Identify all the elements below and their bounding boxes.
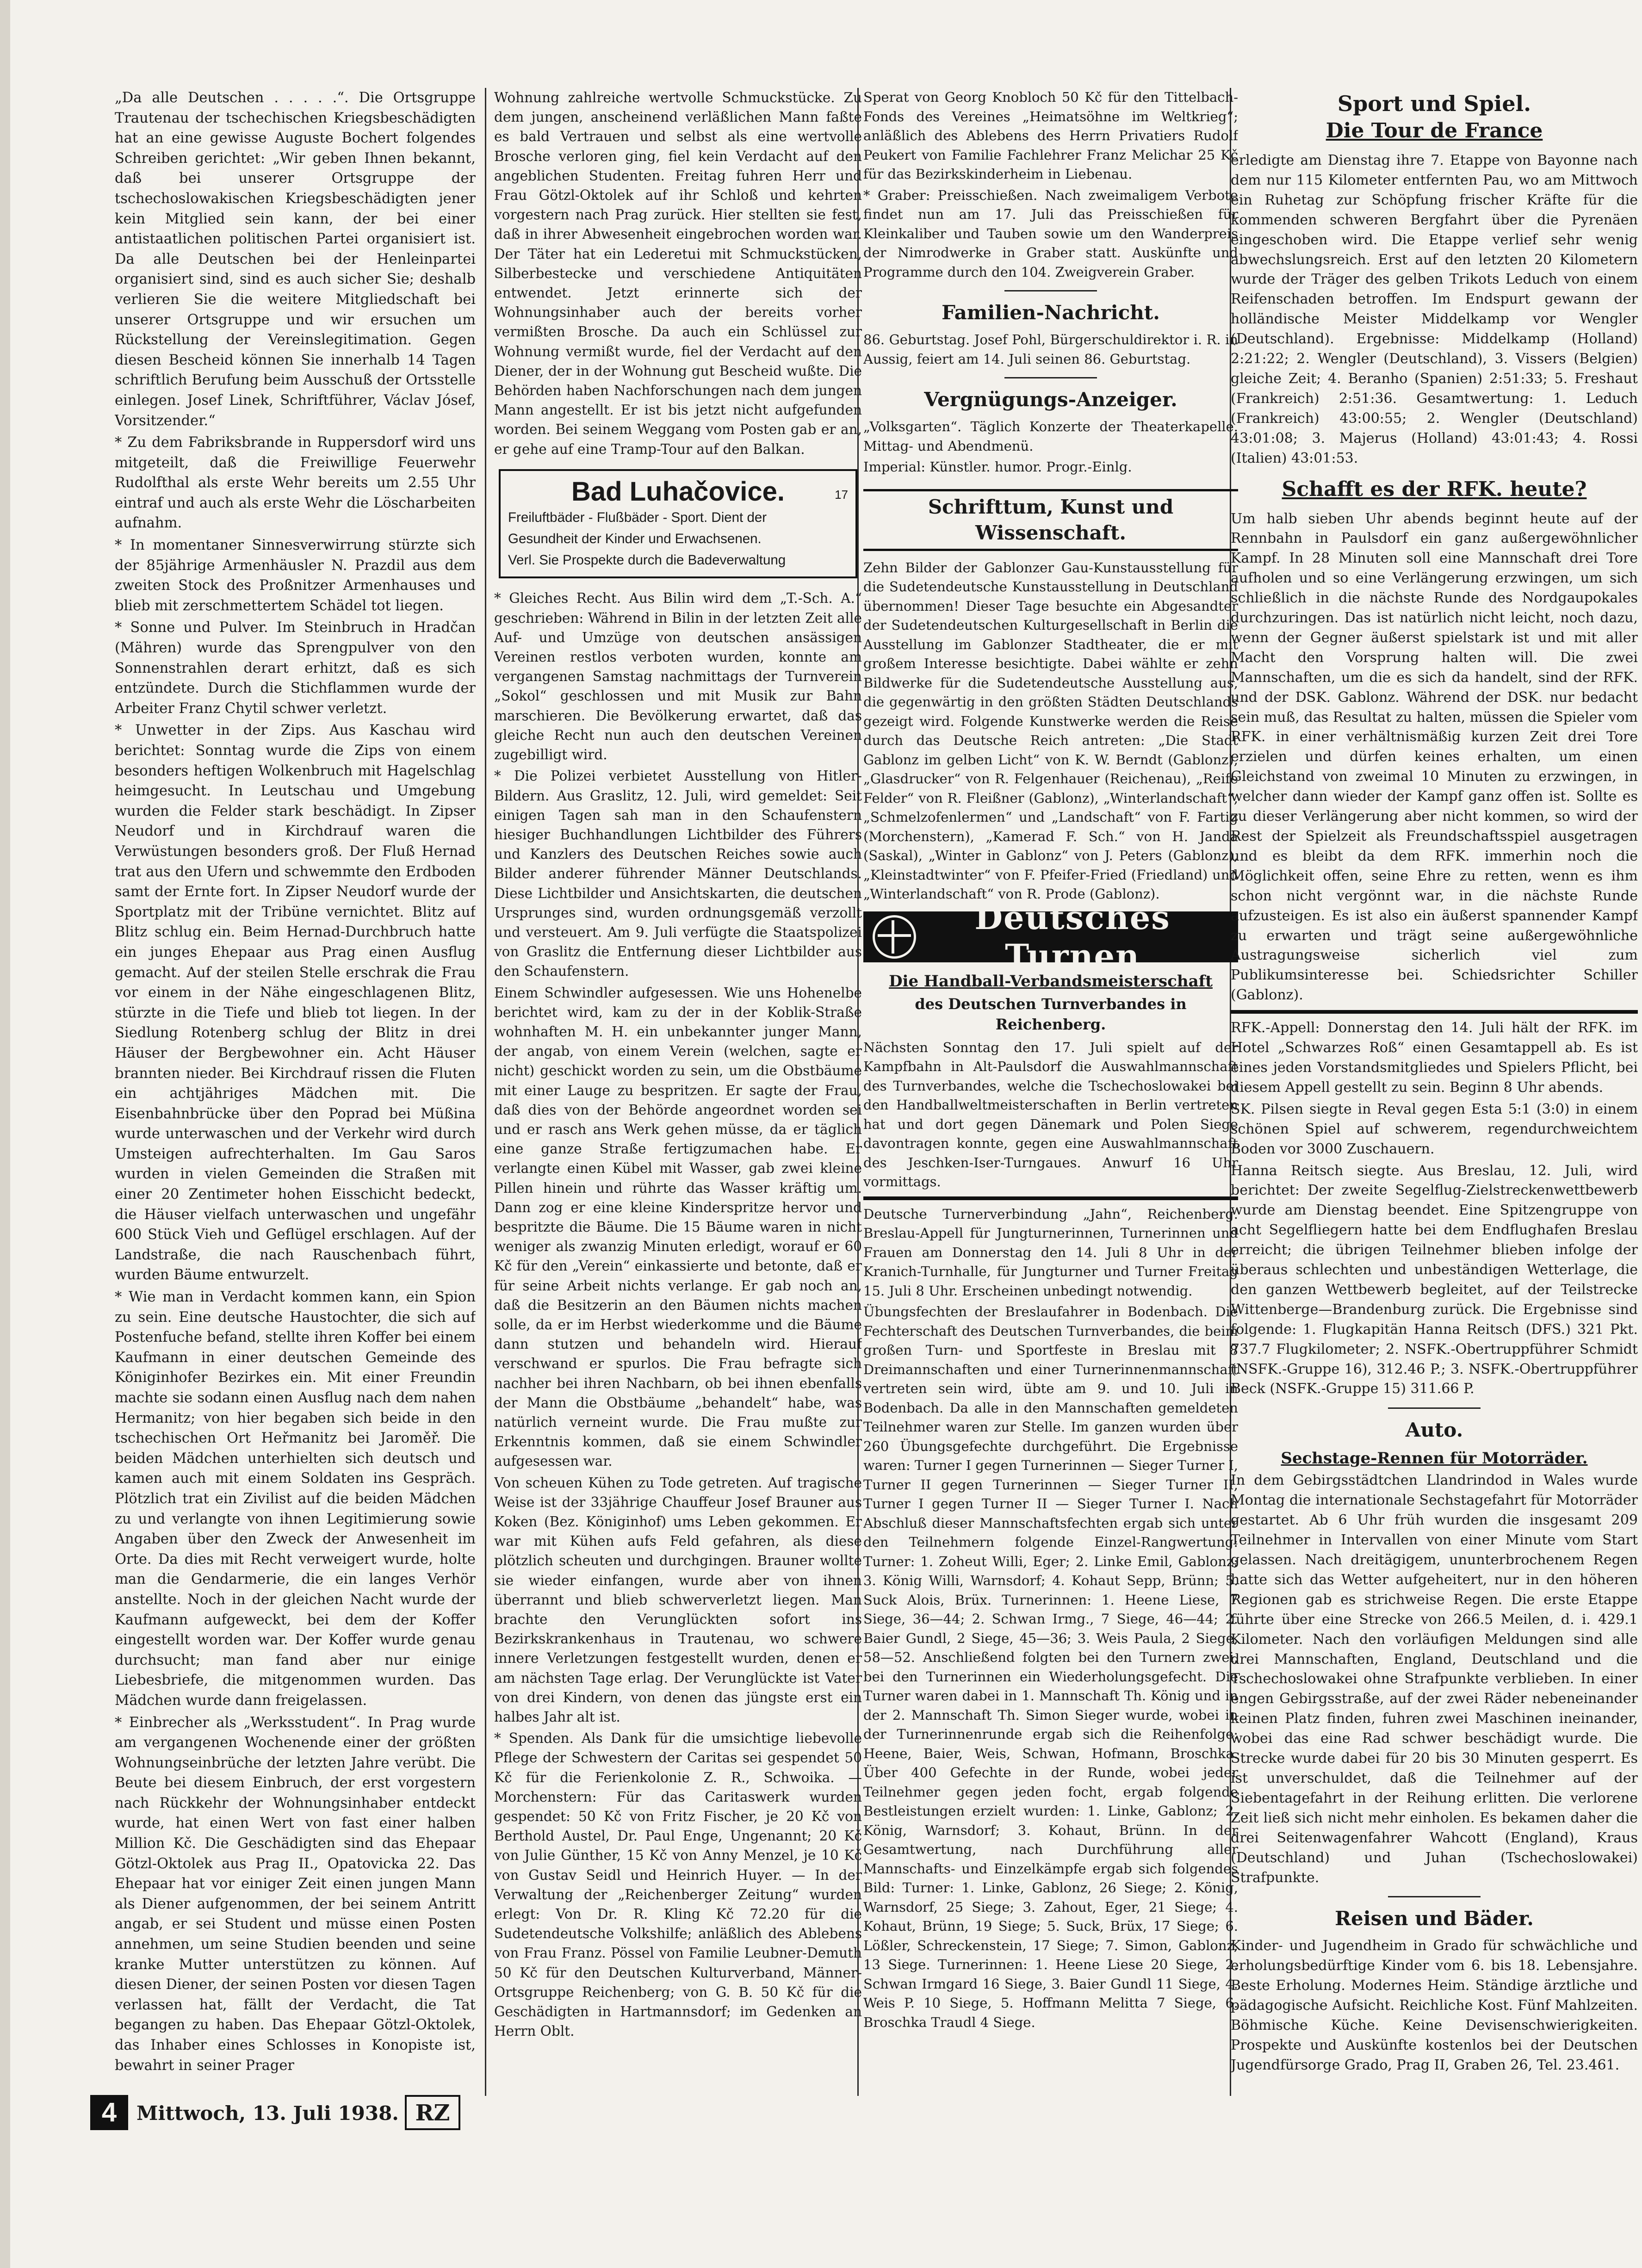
article-schwindler: Einem Schwindler aufgesessen. Wie uns Hohenelbe berichtet wird, kam zu der in der Koblik-Straße wohnhaften M. H. ein unbekannter junger Mann, der angab, von einem Verein (welchen, sagte er nicht) geschickt worden zu sein, um die Obstbäume mit einer Lauge zu bespritzen. Er sagte der Frau, daß dies von der Behörde angeordnet worden sei und er rasch ans Werk gehen müsse, da er täglich eine ganze Straße fertigzumachen habe. Er verlangte einen Kübel mit Wasser, gab zwei kleine Pillen hinein und rührte das Wasser kräftig um. Dann zog er eine kleine Kinderspritze hervor und bespritzte die Bäume. Die 15 Bäume waren in nicht weniger als zwanzig Minuten erledigt, worauf er 60 Kč für den „Verein“ einkassierte und betonte, daß er für seine Arbeit nichts verlange. Er gab noch an, daß die Besitzerin an den Bäumen nichts machen solle, da er im Herbst wiederkomme und die Bäume dann stutzen und behandeln wird. Hierauf verschwand er spurlos. Die Frau befragte sich nachher bei ihren Nachbarn, ob bei ihnen ebenfalls der Mann die Obstbäume „behandelt“ habe, was natürlich verneint wurde. Die Frau mußte zur Erkenntnis kommen, daß sie einem Schwindler aufgesessen war. — [494, 985, 862, 1469]
section-divider — [1388, 1407, 1481, 1409]
article-unwetter-zips: * Unwetter in der Zips. Aus Kaschau wird berichtet: Sonntag wurde die Zips von einem besonders heftigen Wolkenbruch mit Hagelschlag heimgesucht. In Leutschau und Umgebung wurden die Felder stark beschädigt. In Zipser Neudorf und in Kirchdrauf waren die Verwüstungen besonders groß. Der Fluß Hernad trat aus den Ufern und schwemmte den Erdboden samt der Ernte fort. In Zipser Neudorf wurde der Sportplatz mit der Tribüne vernichtet. Blitz auf Blitz schlug ein. Beim Hernad-Durchbruch hatte ein junges Ehepaar aus Prag einen Ausflug gemacht. Auf der steilen Stelle erschrak die Frau vor einem in der Nähe eingeschlagenen Blitz, stürzte in die Tiefe und blieb tot liegen. In der Siedlung Rotenberg schlug der Blitz in drei Häuser der Bergbewohner ein. Acht Häuser brannten nieder. Bei Kirchdrauf rissen die Fluten ein achtjähriges Mädchen mit. Die Eisenbahnbrücke über den Poprad bei Müßina wurde unterwaschen und der Verkehr wird durch Umsteigen aufrechterhalten. Im Gau Saros wurden in vielen Gemeinden die Straßen mit einer 20 Zentimeter hohen Eisschicht bedeckt, die Häuser vielfach unterwaschen und ungefähr 600 Stück Vieh und Geflügel erschlagen. Auf der Landstraße, die nach Rauschenbach führt, wurden Bäume entwurzelt. — [115, 722, 476, 1283]
article-preisschiessen: * Graber: Preisschießen. Nach zweimaligem Verbote findet nun am 17. Juli das Preisschießen für Kleinkaliber und Tauben sowie um den Wanderpreis der Nimrodwerke in Graber statt. Auskünfte und Programme durch den 104. Zweigverein Graber. — [863, 187, 1238, 280]
article-spenden: * Spenden. Als Dank für die umsichtige liebevolle Pflege der Schwestern der Caritas sei gespendet 50 Kč für die Ferienkolonie Z. R., Schwoika. — Morchenstern: Für das Caritaswerk wurden gespendet: 50 Kč von Fritz Fischer, je 20 Kč von Berthold Austel, Dr. Paul Enge, Ungenannt; 20 Kč von Julie Günther, 15 Kč von Anny Menzel, je 10 Kč von Gustav Seidl und Heinrich Huyer. — In der Verwaltung der „Reichenberger Zeitung“ wurden erlegt: Von Dr. R. Kling Kč 72.20 für die Sudetendeutsche Volkshilfe; anläßlich des Ablebens von Frau Franz. Pössel von Familie Leubner-Demuth 50 Kč für den Deutschen Kulturverband, Männer-Ortsgruppe Reichenberg; von G. B. 50 Kč für die Geschädigten in Hartmannsdorf; im Gedenken an Herrn Oblt. — [494, 1730, 862, 2039]
article-tour-de-france: erledigte am Dienstag ihre 7. Etappe von Bayonne nach dem nur 115 Kilometer entfernten Pau, wo am Mittwoch ein Ruhetag zur Schöpfung frischer Kräfte für die kommenden schweren Bergfahrt über die Pyrenäen eingeschoben wird. Die Etappe verlief sehr wenig abwechslungsreich. Erst auf den letzten 20 Kilometern wurde der Träger des gelben Trikots Leduch von einem Reifenschaden betroffen. Im Endspurt gewann der holländische Meister Middelkamp vor Wengler (Deutschland). Ergebnisse: Middelkamp (Holland) 2:21:22; 2. Wengler (Deutschland), 3. Vissers (Belgien) gleiche Zeit; 4. Beranho (Spanien) 2:51:33; 5. Freshaut (Frankreich) 2:51:36. Gesamtwertung: 1. Leduch (Frankreich) 43:00:55; 2. Wengler (Deutschland) 43:01:08; 3. Majerus (Holland) 43:01:43; 4. Rossi (Italien) 43:01:53. — [1231, 152, 1638, 466]
article-kunstausstellung: Zehn Bilder der Gablonzer Gau-Kunstausstellung für die Sudetendeutsche Kunstausstellung in Deutschland übernommen! Dieser Tage besuchte ein Abgesandter der Sudetendeutschen Kulturgesellschaft in Berlin die Ausstellung im Gablonzer Stadtheater, die er mit großem Interesse besichtigte. Dabei wählte er zehn Bildwerke für die Sudetendeutsche Ausstellung aus, die gegenwärtig in den größten Städten Deutschlands gezeigt wird. Folgende Kunstwerke werden die Reise durch das Deutsche Reich antreten: „Die Stadt Gablonz im gelben Licht“ von K. W. Berndt (Gablonz), „Glasdrucker“ von R. Felgenhauer (Reichenau), „Reife Felder“ von R. Fleißner (Gablonz), „Winterlandschaft“, „Schmelzofenlermen“ und „Landschaft“ von F. Fartig (Morchenstern), „Kamerad F. Sch.“ von H. Janda (Saskal), „Winter in Gablonz“ von J. Peters (Gablonz), „Kleinstadtwinter“ von F. Pfeifer-Fried (Friedland) und „Winterlandschaft“ von R. Prode (Gablonz). — [863, 559, 1238, 902]
banner-title: Deutsches Turnen — [974, 898, 1171, 975]
heading-rfk: Schafft es der RFK. heute? — [1282, 477, 1587, 501]
subheading-handball: des Deutschen Turnverbandes in Reichenberg. — [915, 995, 1187, 1033]
article-grado: Kinder- und Jugendheim in Grado für schwächliche und erholungsbedürftige Kinder vom 6. bis 18. Lebensjahre. Beste Erholung. Modernes Heim. Ständige ärztliche und pädagogische Aufsicht. Reichliche Kost. Fünf Mahlzeiten. Böhmische Küche. Keine Devisenschwierigkeiten. Prospekte und Auskünfte kostenlos bei der Deutschen Jugendfürsorge Grado, Prag II, Graben 26, Tel. 23.461. — [1231, 1938, 1638, 2073]
column-4 — [1231, 88, 1638, 2091]
article-hanna-reitsch: Hanna Reitsch siegte. Aus Breslau, 12. Juli, wird berichtet: Der zweite Segelflug-Zielstreckenwettbewerb wurde am Dienstag beendet. Eine Spitzengruppe von acht Segelfliegern hatte bei dem Endflughafen Breslau erreicht; die übrigen Teilnehmer blieben infolge der überaus schlechten und unbeständigen Wetterlage, die den ganzen Wettbewerb begleitet, auf der Teilstrecke Wittenberge—Brandenburg zurück. Die Ergebnisse sind folgende: 1. Flugkapitän Hanna Reitsch (DFS.) 321 Pkt. 737.7 Flugkilometer; 2. NSFK.-Obertruppführer Schmidt (NSFK.-Gruppe 16), 312.46 P.; 3. NSFK.-Obertruppführer Beck (NSFK.-Gruppe 15) 311.66 P. — [1231, 1162, 1638, 1397]
article-rfk-appell: RFK.-Appell: Donnerstag den 14. Juli hält der RFK. im Hotel „Schwarzes Roß“ einen Gesamtappell ab. Es ist eines jeden Vorstandsmitgliedes und Spielers Pflicht, bei diesem Appell gestellt zu sein. Beginn 8 Uhr abends. — [1231, 1020, 1638, 1096]
page-footer — [90, 2095, 497, 2132]
section-heading-entertainment: Vergnügungs-Anzeiger. — [924, 388, 1177, 411]
article-rfk: Um halb sieben Uhr abends beginnt heute auf der Rennbahn in Paulsdorf ein ganz außergewöhnlicher Kampf. In 28 Minuten soll eine Mannschaft drei Tore aufholen und so eine Verlängerung erzwingen, um sich schließlich in die nächste Runde des Nordgaupokales durchzuringen. Das ist natürlich nicht leicht, noch dazu, wenn der Gegner äußerst spielstark ist und mit aller Macht den Vorsprung halten will. Die zwei Mannschaften, um die es sich da handelt, sind der RFK. und der DSK. Gablonz. Während der DSK. nur bedacht sein muß, das Resultat zu halten, müssen die Spieler vom RFK. in einer verhältnismäßig kurzen Zeit drei Tore erzielen und dürfen keines erhalten, um einen Gleichstand von zweimal 10 Minuten zu erzwingen, in welcher dann wieder der Kampf ganz offen ist. Sollte es zu dieser Verlängerung aber nicht kommen, so wird der Rest der Spielzeit als Freundschaftsspiel ausgetragen und es bleibt da dem RFK. immerhin noch die Möglichkeit offen, seine Ehre zu retten, wenn es ihm schon nicht vergönnt war, in die nächste Runde aufzusteigen. Es ist also ein äußerst spannender Kampf zu erwarten und trägt seine außergewöhnliche Austragungsweise sicherlich viel zum Publikumsinteresse bei. Schiedsrichter Schiller (Gablonz). — [1231, 510, 1638, 1004]
article-fabriksbrand: * Zu dem Fabriksbrande in Ruppersdorf wird uns mitgeteilt, daß die Freiwillige Feuerwehr Rudolfthal als erste Wehr bereits um 2.55 Uhr eintraf und auch als erste Wehr die Löscharbeiten aufnahm. — [115, 434, 476, 532]
turner-cross-icon — [873, 915, 916, 959]
section-divider — [1388, 1896, 1481, 1897]
ad-line: Gesundheit der Kinder und Erwachsenen. — [508, 531, 762, 547]
ad-title: Bad Luhačovice. 17 — [508, 476, 848, 508]
article-turnerverbindung: Deutsche Turnerverbindung „Jahn“, Reichenberg. Breslau-Appell für Jungturnerinnen, Turnerinnen und Frauen am Donnerstag den 14. Juli 8 Uhr in der Kranich-Turnhalle, für Jungturner und Turner Freitag 15. Juli 8 Uhr. Erscheinen unbedingt notwendig. — [863, 1206, 1238, 1299]
advertisement-bad-luhacovice — [499, 469, 857, 579]
heading-sechstage-rennen: Sechstage-Rennen für Motorräder. — [1281, 1449, 1588, 1468]
heading-handball: Die Handball-Verbandsmeisterschaft — [889, 972, 1213, 991]
section-heading-family: Familien-Nachricht. — [942, 301, 1160, 324]
listing-volksgarten: „Volksgarten“. Täglich Konzerte der Theaterkapelle. Mittag- und Abendmenü. — [863, 419, 1238, 454]
heading-tour-de-france: Die Tour de France — [1326, 119, 1543, 143]
section-divider-thick — [1231, 1010, 1638, 1014]
listing-imperial: Imperial: Künstler. humor. Progr.-Einlg. — [863, 459, 1132, 475]
ad-line: Verl. Sie Prospekte durch die Badeverwaltung — [508, 552, 786, 568]
section-divider — [1004, 377, 1097, 378]
article-spenden-cont: Sperat von Georg Knobloch 50 Kč für den Tittelbach-Fonds des Vereines „Heimatsöhne im Weltkrieg“; anläßlich des Ablebens des Herrn Privatiers Rudolf Peukert von Familie Fachlehrer Franz Melichar 25 Kč für das Bezirkskinderheim in Liebenau. — [863, 89, 1238, 182]
column-3 — [863, 88, 1238, 2091]
section-divider — [1004, 290, 1097, 291]
ad-number: 17 — [835, 487, 848, 502]
issue-date: Mittwoch, 13. Juli 1938. — [136, 2102, 399, 2125]
article-einbrecher: * Einbrecher als „Werksstudent“. In Prag wurde am vergangenen Wochenende einer der größten Wohnungseinbrüche der letzten Jahre verübt. Die Beute bei diesem Einbruch, der erst vorgestern nach Rückkehr der Wohnungsinhaber entdeckt wurde, hat einen Wert von fast einer halben Million Kč. Die Geschädigten sind das Ehepaar Götzl-Oktolek aus Prag II., Opatovicka 22. Das Ehepaar hat vor einiger Zeit einen jungen Mann als Diener aufgenommen, der bei seinem Antritt angab, er sei Student und müsse einen Posten annehmen, um seine Studien beenden und seine kranke Mutter unterstützen zu können. Auf diesen Diener, der seinen Posten vor diesen Tagen verlassen hat, fällt der Verdacht, die Tat begangen zu haben. Das Ehepaar Götzl-Oktolek, das Inhaber eines Schlosses in Konopiste ist, bewahrt in seiner Prager — [115, 1714, 476, 2074]
ad-line: Freiluftbäder - Flußbäder - Sport. Dient der — [508, 509, 767, 525]
section-heading-box — [863, 489, 1238, 551]
article-kuehe: Von scheuen Kühen zu Tode getreten. Auf tragische Weise ist der 33jährige Chauffeur Josef Brauner aus Koken (Bez. Königinhof) ums Leben gekommen. Er war mit Kühen aufs Feld gefahren, als diese plötzlich scheuten und durchgingen. Brauner wollte sie wieder einfangen, wurde aber von ihnen überrannt und blieb schwerverletzt liegen. Man brachte den Verunglückten sofort ins Bezirkskrankenhaus in Trautenau, wo schwere innere Verletzungen festgestellt wurden, denen er am nächsten Tage erlag. Der Verunglückte ist Vater von drei Kindern, von denen das jüngste erst ein halbes Jahr alt ist. — [494, 1475, 862, 1725]
column-rule-1 — [485, 88, 486, 2096]
article-hitler-bilder: * Die Polizei verbietet Ausstellung von Hitler-Bildern. Aus Graslitz, 12. Juli, wird gemeldet: Seit einigen Tagen sah man in den Schaufenstern hiesiger Buchhandlungen Lichtbilder des Führers und Kanzlers des Deutschen Reiches sowie auch Bilder anderer führender Männer Deutschlands. Diese Lichtbilder und Ansichtskarten, die deutschen Ursprunges sind, wurden ordnungsgemäß verzollt und versteuert. Am 9. Juli verfügte die Staatspolizei von Graslitz die Entfernung dieser Lichtbilder aus den Schaufenstern. — [494, 768, 862, 979]
article-einbrecher-cont: Wohnung zahlreiche wertvolle Schmuckstücke. Zu dem jungen, anscheinend verläßlichen Mann faßte es bald Vertrauen und selbst als eine wertvolle Brosche verloren ging, fiel kein Verdacht auf den angeblichen Studenten. Freitag fuhren Herr und Frau Götzl-Oktolek auf ihr Schloß und kehrten vorgestern nach Prag zurück. Hier stellten sie fest, daß in ihrer Abwesenheit eingebrochen worden war. Der Täter hat ein Lederetui mit Schmuckstücken, Silberbestecke und verschiedene Antiquitäten entwendet. Jetzt erinnerte sich der Wohnungsinhaber auch der bereits vorher vermißten Brosche. Da auch ein Schlüssel zur Wohnung vermißt wurde, fiel der Verdacht auf den Diener, der in der Wohnung gut Bescheid wußte. Die Behörden haben Nachforschungen nach dem jungen Mann angestellt. Er ist bis jetzt nicht aufgefunden worden. Bei seinem Weggang vom Posten gab er an, er gehe auf eine Tramp-Tour auf den Balkan. — [494, 90, 862, 457]
article-sinnesverwirrung: * In momentaner Sinnesverwirrung stürzte sich der 85jährige Armenhäusler N. Prazdil aus dem zweiten Stock des Proßnitzer Armenhauses und blieb mit zerschmettertem Schädel tot liegen. — [115, 537, 476, 614]
section-heading-literature: Schrifttum, Kunst und Wissenschaft. — [928, 495, 1174, 544]
article-handball: Nächsten Sonntag den 17. Juli spielt auf der Kampfbahn in Alt-Paulsdorf die Auswahlmannschaft des Turnverbandes, welche die Tschechoslowakei bei den Handballweltmeisterschaften in Berlin vertreten hat und dort gegen Dänemark und Polen Siege davontragen konnte, gegen eine Auswahlmannschaft des Jeschken-Iser-Turngaues. Anwurf 16 Uhr vormittags. — [863, 1039, 1238, 1190]
article-sonne-pulver: * Sonne und Pulver. Im Steinbruch in Hradčan (Mähren) wurde das Sprengpulver von den Sonnenstrahlen derart erhitzt, daß es sich entzündete. Durch die Stichflammen wurde der Arbeiter Franz Chytil schwer verletzt. — [115, 620, 476, 717]
column-2 — [494, 88, 862, 2091]
article-kriegsbeschaedigte: „Da alle Deutschen . . . . .“. Die Ortsgruppe Trautenau der tschechischen Kriegsbeschädigten hat an eine gewisse Auguste Bochert folgendes Schreiben gerichtet: „Wir geben Ihnen bekannt, daß bei unserer Ortsgruppe der tschechoslowakischen Kriegsbeschädigten jener kein Mitglied sein kann, der bei einer antistaatlichen politischen Partei organisiert ist. Da alle Deutschen bei der Henleinpartei organisiert sind, sind es auch sicher Sie; deshalb verlieren Sie die weitere Mitgliedschaft bei unserer Ortsgruppe und wir ersuchen um Rückstellung der Vereinslegitimation. Gegen diesen Bescheid können Sie innerhalb 14 Tagen schriftlich Berufung beim Ausschuß der Ortsstelle einlegen. Josef Linek, Schriftführer, Václav Jósef, Vorsitzender.“ — [115, 90, 476, 429]
section-heading-sport: Sport und Spiel. — [1337, 91, 1531, 116]
article-gleiches-recht: * Gleiches Recht. Aus Bilin wird dem „T.-Sch. A.“ geschrieben: Während in Bilin in der letzten Zeit alle Auf- und Umzüge von deutschen ansässigen Vereinen restlos verboten wurden, konnte am vergangenen Samstag nachmittags der Turnverein „Sokol“ geschlossen und mit Musik zur Bahn marschieren. Die Bevölkerung erwartet, daß das gleiche Recht nun auch den deutschen Vereinen zugebilligt wird. — [494, 590, 862, 763]
article-fechten: Übungsfechten der Breslaufahrer in Bodenbach. Die Fechterschaft des Deutschen Turnverbandes, die beim großen Turn- und Sportfeste in Breslau mit 8 Dreimannschaften und einer Turnerinnenmannschaft vertreten sein wird, übte am 9. und 10. Juli in Bodenbach. Da alle in den Mannschaften gemeldeten Teilnehmer waren zur Stelle. Im ganzen wurden über 260 Übungsgefechte durchgeführt. Die Ergebnisse waren: Turner I gegen Turnerinnen — Sieger Turner I, Turner II gegen Turnerinnen — Sieger Turner II, Turner I gegen Turner II — Sieger Turner I. Nach Abschluß dieser Mannschaftsfechten ergab sich unter den Teilnehmern folgende Einzel-Rangwertung: Turner: 1. Zoheut Willi, Eger; 2. Linke Emil, Gablonz; 3. König Willi, Warnsdorf; 4. Kohaut Sepp, Brünn; 5. Suck Alois, Brüx. Turnerinnen: 1. Heene Liese, 7 Siege, 36—44; 2. Schwan Irmg., 7 Siege, 46—44; 2. Baier Gundl, 2 Siege, 45—36; 3. Weis Paula, 2 Siege, 58—52. Anschließend folgten bei den Turnern zwei, bei den Turnerinnen ein Wiederholungsgefecht. Die Turner waren dabei in 1. Mannschaft Th. König und in der 2. Mannschaft Th. Simon Sieger wurde, wobei in der Turnerinnenrunde ergab sich die Reihenfolge: Heene, Baier, Weis, Schwan, Hofmann, Broschka. Über 400 Gefechte in der Runde, wobei jeder Teilnehmer gegen jeden focht, ergab folgende Bestleistungen erzielt wurden: 1. Linke, Gablonz; 2. König, Warnsdorf; 3. Kohaut, Brünn. In der Gesamtwertung, nach Durchführung aller Mannschafts- und Einzelkämpfe ergab sich folgendes Bild: Turner: 1. Linke, Gablonz, 26 Siege; 2. König, Warnsdorf, 25 Siege; 3. Zahout, Eger, 21 Siege; 4. Kohaut, Brünn, 19 Siege; 5. Suck, Brüx, 17 Siege; 6. Lößler, Schreckenstein, 17 Siege; 7. Simon, Gablonz, 13 Siege. Turnerinnen: 1. Heene Liese 20 Siege, 2. Schwan Irmgard 16 Siege, 3. Baier Gundl 11 Siege, 4. Weis P. 10 Siege, 5. Hoffmann Melitta 7 Siege, 6. Broschka Traudl 4 Siege. — [863, 1304, 1238, 2030]
section-heading-auto: Auto. — [1405, 1419, 1463, 1442]
column-1 — [115, 88, 476, 2091]
article-sk-pilsen: SK. Pilsen siegte in Reval gegen Esta 5:1 (3:0) in einem schönen Spiel auf schwerem, regendurchweichtem Boden vor 3000 Zuschauern. — [1231, 1101, 1638, 1157]
page-number: 4 — [90, 2095, 128, 2130]
page-edge-left — [0, 0, 10, 2268]
newspaper-logo: RZ — [405, 2095, 460, 2130]
banner-deutsches-turnen — [863, 898, 1238, 975]
article-sechstage-rennen: In dem Gebirgsstädtchen Llandrindod in Wales wurde Montag die internationale Sechstagefahrt für Motorräder gestartet. Ab 6 Uhr früh wurden die insgesamt 209 Teilnehmer in Intervallen von einer Minute vom Start gelassen. Nach dreitägigem, ununterbrochenem Regen hatte sich das Wetter aufgeheitert, nur in den höheren Regionen gab es strichweise Regen. Die erste Etappe führte über eine Strecke von 266.5 Meilen, d. i. 429.1 Kilometer. Nach den vorläufigen Meldungen sind alle drei Mannschaften, England, Deutschland und die Tschechoslowakei ohne Strafpunkte verblieben. In einer engen Gebirgsstraße, auf der zwei Räder nebeneinander keinen Platz finden, fuhren zwei Maschinen ineinander, wobei das eine Rad schwer beschädigt wurde. Die Strecke wurde dabei für 20 bis 30 Minuten gesperrt. Es ist unverschuldet, daß die Teilnehmer auf der Siebentagefahrt in der Reihung erlitten. Die verlorene Zeit ließ sich nicht mehr einholen. Es bekamen daher die drei Seitenwagenfahrer Wahcott (England), Kraus (Deutschland) und Juhan (Tschechoslowakei) Strafpunkte. — [1231, 1472, 1638, 1886]
section-divider-thick — [863, 1196, 1238, 1200]
section-heading-travel: Reisen und Bäder. — [1335, 1907, 1534, 1930]
article-spion: * Wie man in Verdacht kommen kann, ein Spion zu sein. Eine deutsche Haustochter, die sich auf Postenfuche befand, stellte ihren Koffer bei einem Kaufmann in einer deutschen Gemeinde des Königinhofer Bezirkes ein. Mit einer Freundin machte sie sodann einen Ausflug nach dem nahen Hermanitz; von hier begaben sich beide in den tschechischen Ort Heřmanitz bei Jaroměř. Die beiden Mädchen unterhielten sich deutsch und kamen auch mit einem Soldaten ins Gespräch. Plötzlich trat ein Zivilist auf die beiden Mädchen zu und verlangte von ihnen Legitimierung sowie Angaben über den Zweck der Anwesenheit im Orte. Da dies mit Recht verweigert wurde, holte man die Gendarmerie, die ein langes Verhör anstellte. Noch in der gleichen Nacht wurde der Kaufmann aufgeweckt, bei dem der Koffer eingestellt worden war. Der Koffer wurde genau durchsucht; man fand aber nur einige Liebesbriefe, die mitgenommen wurden. Das Mädchen wurde dann freigelassen. — [115, 1289, 476, 1709]
article-geburtstag: 86. Geburtstag. Josef Pohl, Bürgerschuldirektor i. R. in Aussig, feiert am 14. Juli seinen 86. Geburtstag. — [863, 332, 1238, 367]
